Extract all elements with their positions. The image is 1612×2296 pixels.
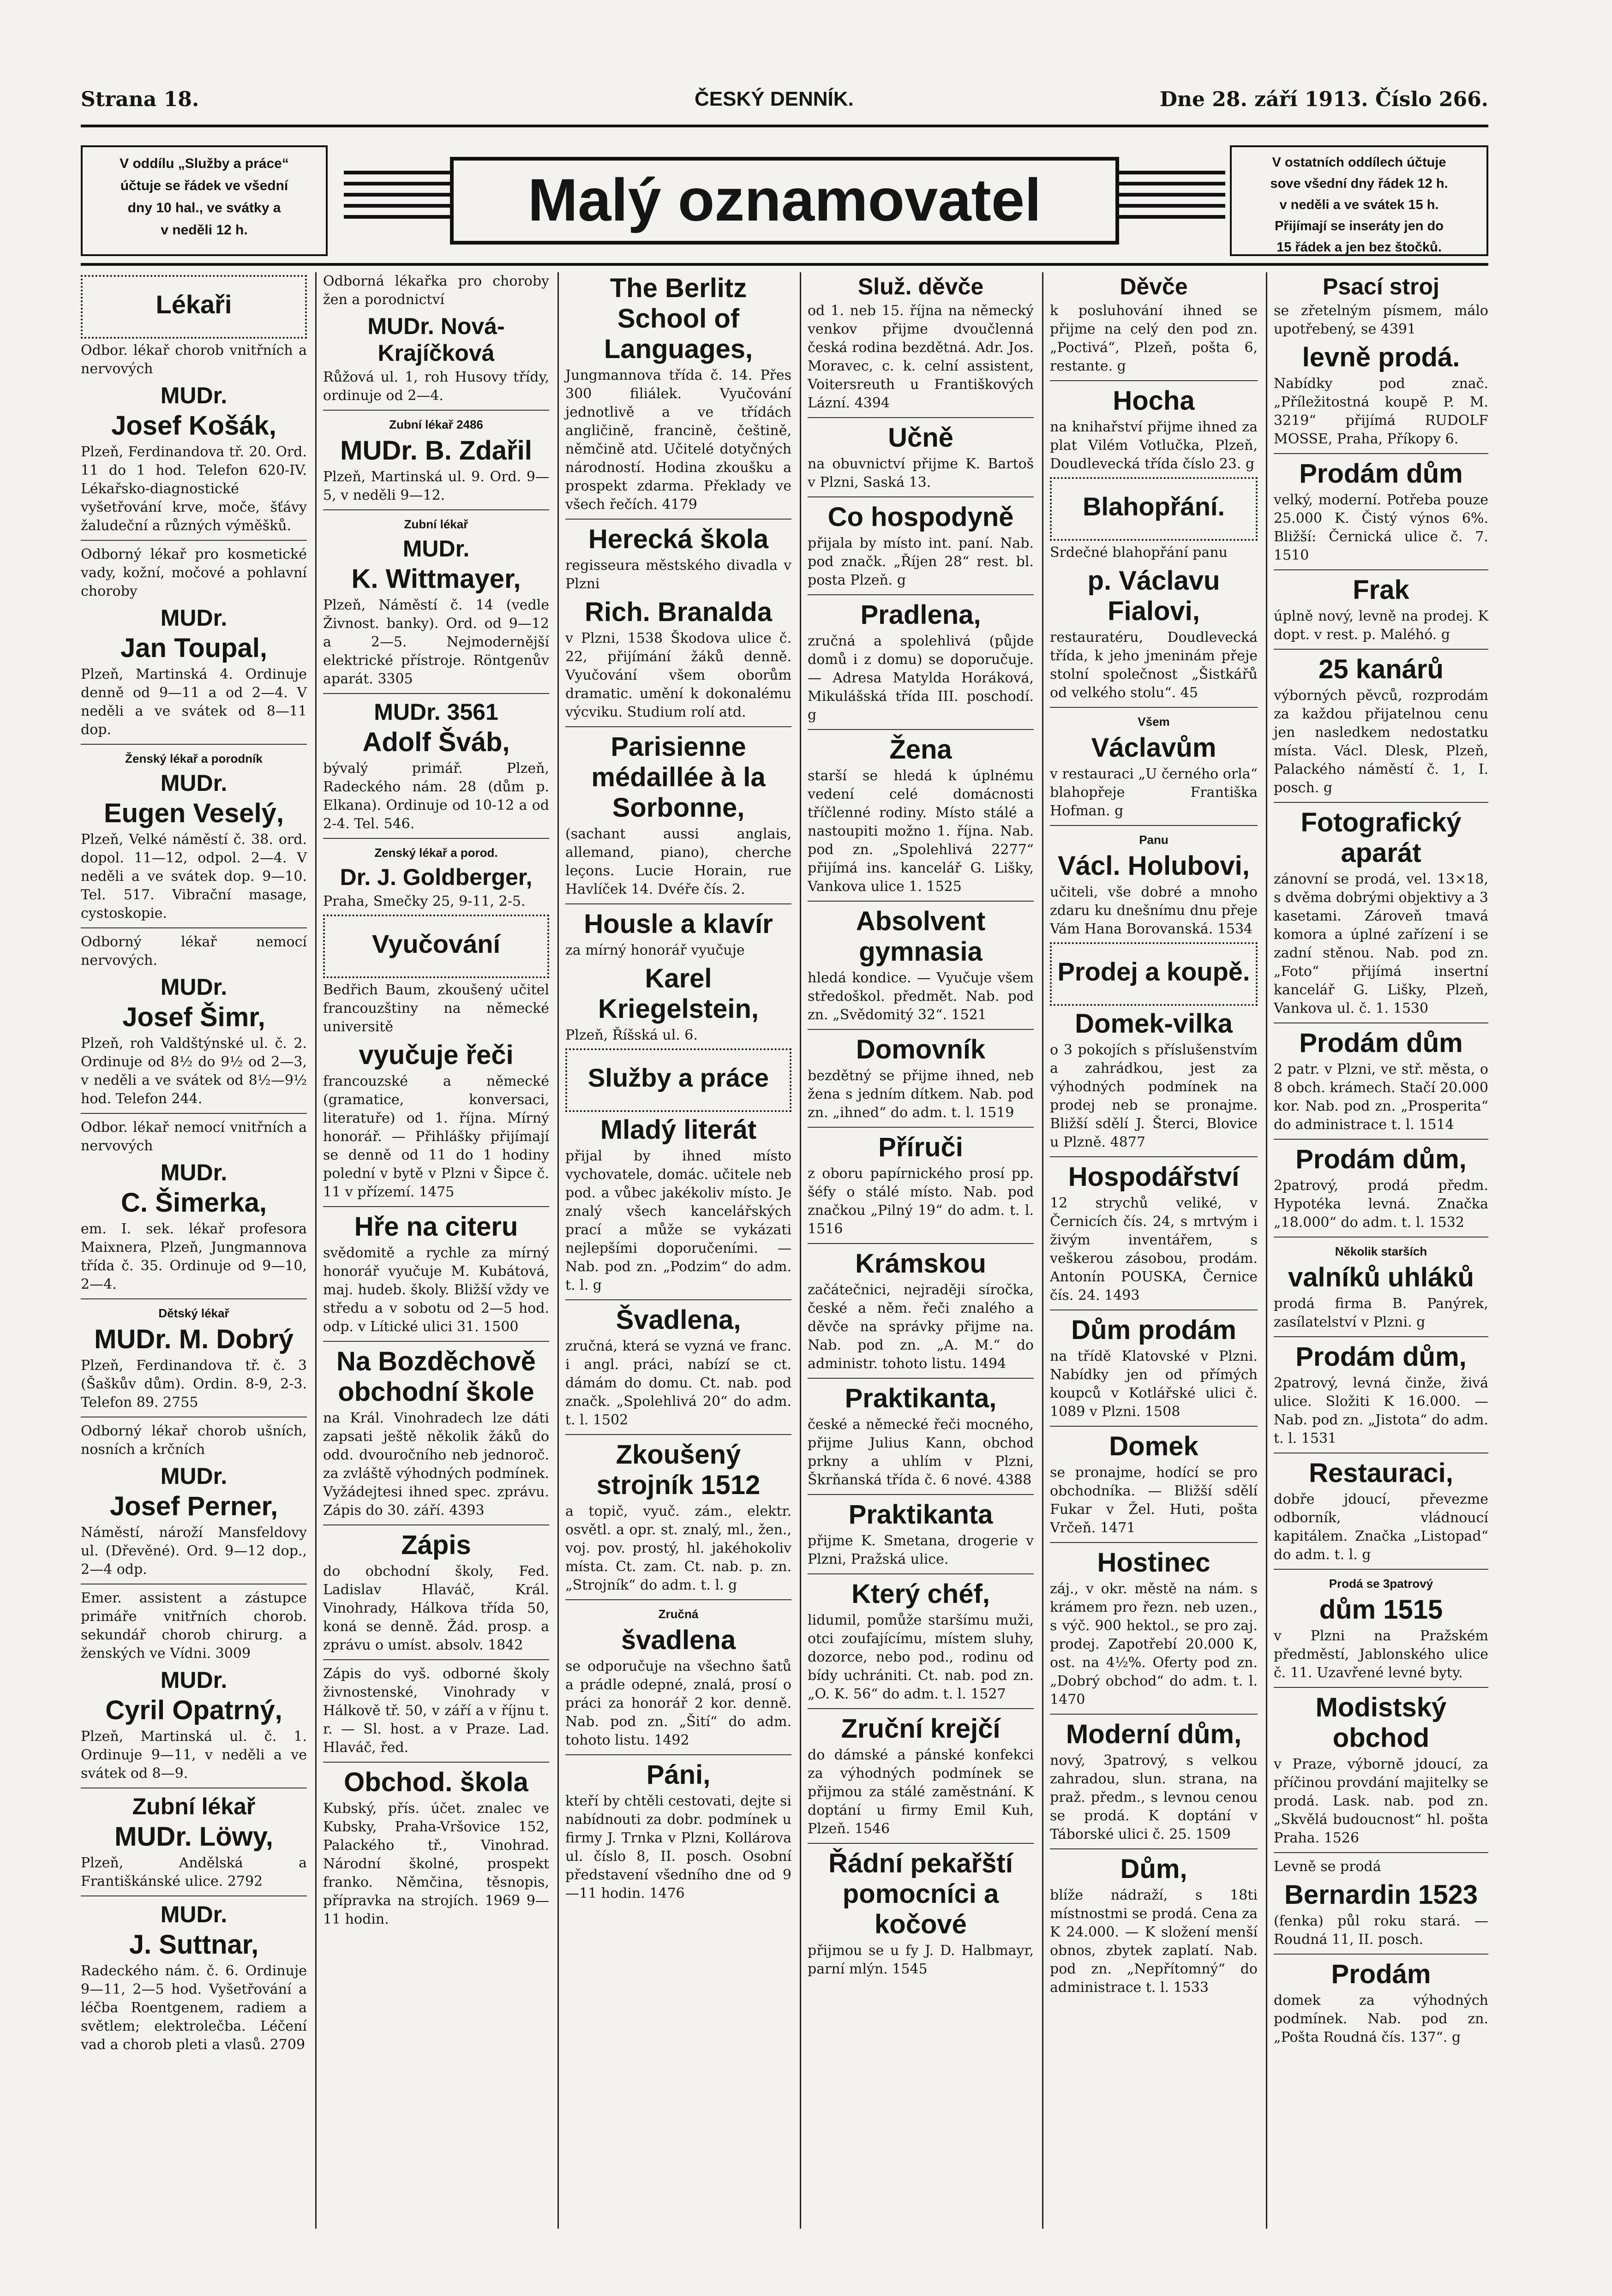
ad-headline: MUDr. bbox=[160, 1463, 228, 1489]
ad-text: přijal by ihned místo vychovatele, domác. učitele neb pod. a vůbec jakékoliv místo. Je znalý všech kancelářských prací a může se vykázati nejlepšími doporučeními. — Nab. pod zn. „Podzim“ do adm. t. l. g bbox=[565, 1148, 791, 1293]
column-divider bbox=[800, 272, 801, 2229]
banner-rule bbox=[81, 263, 1488, 266]
ad-separator bbox=[1274, 1687, 1488, 1688]
ad-text: prodá firma B. Panýrek, zasílatelství v Plzni. g bbox=[1274, 1296, 1488, 1330]
ad-text: přijme K. Smetana, drogerie v Plzni, Pražská ulice. bbox=[808, 1533, 1034, 1567]
ad-text: Levně se prodá bbox=[1274, 1859, 1381, 1875]
ad-headline: Václavům bbox=[1091, 733, 1216, 763]
ad-headline: Restauraci, bbox=[1309, 1458, 1453, 1488]
ad-separator bbox=[808, 417, 1034, 418]
ad-separator bbox=[1050, 1426, 1258, 1427]
ad-separator bbox=[1274, 1022, 1488, 1023]
ad-text: Radeckého nám. č. 6. Ordinuje 9—11, 2—5 hod. Vyšetřování a léčba Roentgenem, radiem a světlem; elektrolečba. Léčení vad a chorob pleti a vlasů. 2709 bbox=[81, 1963, 307, 2053]
ad-headline: Prodám dům, bbox=[1295, 1342, 1467, 1372]
ad-separator bbox=[808, 1843, 1034, 1844]
ad-text: začátečnici, nejraději síročka, české a něm. řeči znalého a děvče na správky přijme na. Nab. pod zn. „A. M.“ do administr. tohoto listu. 1494 bbox=[808, 1282, 1034, 1372]
ad-headline: K. Wittmayer, bbox=[351, 564, 521, 594]
ad-headline: Parisienne médaillée à la Sorbonne, bbox=[591, 732, 766, 823]
ad-separator bbox=[81, 1113, 307, 1114]
ad-text: (sachant aussi anglais, allemand, piano), cherche leçons. Lucie Horain, rue Havlíček 14. Dvéře čís. 2. bbox=[565, 826, 791, 897]
ad-headline: Dům, bbox=[1120, 1854, 1187, 1884]
ad-separator bbox=[1050, 1848, 1258, 1849]
ad-separator bbox=[1274, 1139, 1488, 1140]
ad-text: Plzeň, Martinská ul. 9. Ord. 9—5, v neděli 9—12. bbox=[323, 469, 549, 503]
banner-stripes-left bbox=[344, 171, 450, 231]
banner-right-line: sove všední dny řádek 12 h. bbox=[1270, 176, 1448, 191]
ad-separator bbox=[81, 927, 307, 928]
ad-separator bbox=[323, 1659, 549, 1660]
ad-text: učiteli, vše dobré a mnoho zdaru ku dnešnímu dnu přeje Vám Hana Borovanská. 1534 bbox=[1050, 884, 1258, 937]
ad-text: (fenka) půl roku stará. — Roudná 11, II. posch. bbox=[1274, 1913, 1488, 1948]
banner-right-note bbox=[1230, 145, 1488, 256]
ad-text: bezdětný se přijme ihned, neb žena s jedním dítkem. Nab. pod zn. „ihned“ do adm. t. l. 1519 bbox=[808, 1068, 1034, 1121]
ad-headline: Cyril Opatrný, bbox=[105, 1695, 282, 1725]
ad-text: Plzeň, roh Valdštýnské ul. č. 2. Ordinuje od 8½ do 9½ od 2—3, v neděli a ve svátek od 8½—9½ hod. Telefon 244. bbox=[81, 1035, 307, 1107]
ad-text: nový, 3patrový, s velkou zahradou, slun. strana, na praž. předm., s levnou cenou se prodá. K doptání v Táborské ulici č. 25. 1509 bbox=[1050, 1752, 1258, 1842]
ad-headline: MUDr. bbox=[160, 605, 228, 631]
ad-subheading: Zubní lékař 2486 bbox=[389, 418, 483, 431]
ad-headline: Hospodářství bbox=[1068, 1162, 1240, 1192]
ad-text: blíže nádraží, s 18ti místnostmi se prodá. Cena za K 24.000. — K složení menší obnos, zbytek zaplatí. Nab. pod zn. „Nepřítomný“ do administrace t. l. 1533 bbox=[1050, 1887, 1258, 1996]
ad-subheading: Prodá se 3patrový bbox=[1329, 1577, 1433, 1590]
ad-separator bbox=[565, 1754, 791, 1755]
ad-text: Odborný lékař chorob ušních, nosních a krčních bbox=[81, 1423, 307, 1458]
ad-headline: Rich. Branalda bbox=[584, 597, 773, 627]
ad-text: se zřetelným písmem, málo upotřebený, se 4391 bbox=[1274, 303, 1488, 337]
ad-headline: MUDr. bbox=[160, 974, 228, 1000]
ad-text: za mírný honorář vyučuje bbox=[565, 942, 745, 958]
ad-headline: valníků uhláků bbox=[1288, 1262, 1474, 1292]
ad-headline: Krámskou bbox=[855, 1249, 986, 1279]
ad-separator bbox=[323, 509, 549, 510]
ad-subheading: Dětský lékař bbox=[158, 1306, 229, 1320]
ad-text: velký, moderní. Potřeba pouze 25.000 K. Čistý výnos 6%. Bližší: Černická ulice č. 7. 1510 bbox=[1274, 492, 1488, 563]
ad-headline: MUDr. M. Dobrý bbox=[94, 1324, 294, 1354]
ad-headline: Karel Kriegelstein, bbox=[598, 963, 759, 1024]
section-heading-box: Služby a práce bbox=[565, 1048, 791, 1112]
column-3 bbox=[565, 272, 791, 2229]
column-divider bbox=[1042, 272, 1043, 2229]
ad-headline: C. Šimerka, bbox=[121, 1188, 267, 1218]
ad-separator bbox=[1050, 1156, 1258, 1157]
ad-separator bbox=[81, 1298, 307, 1299]
ad-text: Plzeň, Martinská 4. Ordinuje denně od 9—11 a od 2—4. V neděli a ve svátek od 8—11 dop. bbox=[81, 666, 307, 738]
ad-subheading: Zubní lékař bbox=[404, 517, 468, 531]
ad-text: Odborný lékař nemocí nervových. bbox=[81, 934, 307, 969]
ad-subheading: Všem bbox=[1138, 715, 1170, 729]
ad-headline: MUDr. Löwy, bbox=[114, 1822, 273, 1852]
ad-text: Plzeň, Ferdinandova tř. č. 3 (Šaškův dům). Ordin. 8-9, 2-3. Telefon 89. 2755 bbox=[81, 1357, 307, 1411]
ad-separator bbox=[1274, 802, 1488, 803]
column-divider bbox=[315, 272, 317, 2229]
column-divider bbox=[1266, 272, 1267, 2229]
ad-separator bbox=[323, 693, 549, 694]
column-5 bbox=[1050, 272, 1258, 2229]
ad-text: k posluhování ihned se přijme na celý den pod zn. „Poctivá“, Plzeň, pošta 6, restante. g bbox=[1050, 303, 1258, 374]
ad-separator bbox=[1050, 1714, 1258, 1715]
ad-separator bbox=[808, 1127, 1034, 1128]
ad-text: v Plzni na Pražském předměstí, Jablonského ulice č. 11. Uzavřené levné byty. bbox=[1274, 1628, 1488, 1681]
ad-headline: MUDr. bbox=[160, 1160, 228, 1185]
ad-separator bbox=[808, 1029, 1034, 1030]
column-6 bbox=[1274, 272, 1488, 2229]
ad-text: Odborný lékař pro kosmetické vady, kožní, močové a pohlavní choroby bbox=[81, 546, 307, 599]
ad-headline: Jan Toupal, bbox=[120, 633, 267, 663]
ad-separator bbox=[1274, 1852, 1488, 1853]
ad-headline: Zubní lékař bbox=[132, 1794, 256, 1819]
ad-headline: Co hospodyně bbox=[827, 502, 1014, 532]
ad-text: v Praze, výborně jdoucí, za příčinou provdání majitelky se prodá. Lask. nab. pod zn. „Skvělá budoucnost“ hl. pošta Praha. 1526 bbox=[1274, 1756, 1488, 1846]
ad-headline: Páni, bbox=[646, 1760, 711, 1790]
page-header bbox=[81, 88, 1488, 120]
ad-text: do obchodní školy, Fed. Ladislav Hlaváč, Král. Vinohrady, Hálkova třída 50, koná se denně. Žád. prosp. a zprávu o umíst. absolv. 1842 bbox=[323, 1563, 549, 1653]
ad-text: se odporučuje na všechno šatů a prádle odepné, znalá, prosí o práci za honorář 2 kor. denně. Nab. pod zn. „Šití“ do adm. tohoto listu. 1492 bbox=[565, 1658, 791, 1748]
ad-headline: Josef Šimr, bbox=[122, 1002, 265, 1032]
ad-subheading: Zručná bbox=[658, 1607, 699, 1621]
ad-text: regisseura městského divadla v Plzni bbox=[565, 557, 791, 592]
ad-separator bbox=[1274, 1569, 1488, 1570]
ad-headline: Řádní pekařští pomocníci a kočové bbox=[828, 1848, 1013, 1939]
ad-headline: Příruči bbox=[878, 1132, 963, 1162]
ad-text: na obuvnictví přijme K. Bartoš v Plzni, Saská 13. bbox=[808, 456, 1034, 490]
ad-separator bbox=[1274, 1237, 1488, 1238]
ad-text: Plzeň, Náměstí č. 14 (vedle Živnost. banky). Ord. od 9—12 a 2—5. Nejmodernější elektrické přístroje. Röntgenův aparát. 3305 bbox=[323, 597, 549, 687]
ad-separator bbox=[1050, 1542, 1258, 1543]
ad-separator bbox=[808, 1573, 1034, 1574]
ad-text: Plzeň, Ferdinandova tř. 20. Ord. 11 do 1 hod. Telefon 620-IV. Lékařsko-diagnostické vyšetřování krve, moče, šťávy žaludeční a různých výměšků. bbox=[81, 444, 307, 534]
ad-separator bbox=[808, 594, 1034, 595]
ad-separator bbox=[565, 519, 791, 520]
ad-subheading: Ženský lékař a porodník bbox=[125, 752, 263, 765]
banner-stripes-right bbox=[1119, 171, 1225, 231]
ad-headline: MUDr. bbox=[160, 1667, 228, 1693]
ad-headline: Zruční krejčí bbox=[841, 1714, 1001, 1744]
ad-headline: MUDr. B. Zdařil bbox=[340, 436, 532, 466]
ad-headline: Václ. Holubovi, bbox=[1058, 851, 1250, 881]
ad-text: Bedřich Baum, zkoušený učitel francouzštiny na německé universitě bbox=[323, 982, 549, 1035]
ad-text: domek za výhodných podmínek. Nab. pod zn. „Pošta Roudná čís. 137“. g bbox=[1274, 1992, 1488, 2045]
ad-text: výborných pěvců, rozprodám za každou přijatelnou cenu jen nasledkem nedostatku místa. Václ. Dlesk, Plzeň, Palackého náměstí č. 1, I. posch. g bbox=[1274, 688, 1488, 796]
ad-text: na Král. Vinohradech lze dáti zapsati ještě několik žáků do odd. dvouročního neb jednoroč. za zvláště výhodných podmínek. Vyžádejtesi ihned spec. zprávu. Zápis do 30. září. 4393 bbox=[323, 1410, 549, 1519]
banner-left-line: dny 10 hal., ve svátky a bbox=[127, 200, 281, 215]
ad-text: francouzské a německé (gramatice, konversaci, literatuře) od 1. října. Mírný honorář. — Přihlášky přijímají se denně od 11 do 1 hodiny polední v bytě v Plzni v Šipce č. 11 v přízemí. 1475 bbox=[323, 1073, 549, 1200]
ad-text: Náměstí, nároží Mansfeldovy ul. (Dřevěné). Ord. 9—12 dop., 2—4 odp. bbox=[81, 1525, 307, 1578]
ad-headline: Dům prodám bbox=[1071, 1315, 1236, 1345]
section-heading-box: Blahopřání. bbox=[1050, 477, 1258, 541]
ad-headline: Prodám dům bbox=[1299, 1028, 1463, 1058]
ad-headline: MUDr. bbox=[402, 536, 470, 562]
banner-right-line: 15 řádek a jen bez štočků. bbox=[1276, 240, 1442, 255]
ad-separator bbox=[808, 496, 1034, 497]
ad-text: Plzeň, Velké náměstí č. 38. ord. dopol. 11—12, odpol. 2—4. V neděli a ve svátek dop. 9—10. Tel. 517. Vibrační masage, cystoskopie. bbox=[81, 831, 307, 921]
ad-text: na třídě Klatovské v Plzni. Nabídky jen od přímých koupců v Kotlářské ulici č. 1089 v Plzni. 1508 bbox=[1050, 1348, 1258, 1420]
ad-text: úplně nový, levně na prodej. K dopt. v rest. p. Maléhó. g bbox=[1274, 608, 1488, 643]
ad-separator bbox=[1274, 1954, 1488, 1955]
ad-headline: MUDr. bbox=[160, 1901, 228, 1927]
ad-headline: Děvče bbox=[1120, 274, 1188, 299]
ad-headline: MUDr. bbox=[160, 770, 228, 796]
ad-headline: Domovník bbox=[856, 1034, 986, 1064]
ad-text: Nabídky pod znač. „Příležitostná koupě P. M. 3219“ přijímá RUDOLF MOSSE, Praha, Příkopy 6. bbox=[1274, 376, 1488, 447]
banner-left-line: V oddílu „Služby a práce“ bbox=[120, 156, 289, 171]
ad-subheading: Zenský lékař a porod. bbox=[374, 846, 498, 860]
ad-text: v restauraci „U černého orla“ blahopřeje Františka Hofman. g bbox=[1050, 766, 1258, 819]
column-2 bbox=[323, 272, 549, 2229]
ad-text: 12 strychů veliké, v Černicích čís. 24, s mrtvým i živým inventářem, s veškerou zásobou, prodám. Antonín POUSKA, Černice čís. 24. 1493 bbox=[1050, 1195, 1258, 1303]
ad-text: do dámské a pánské konfekci za výhodných podmínek se přijmou za stálé zaměstnání. K doptání u firmy Emil Kuh, Plzeň. 1546 bbox=[808, 1747, 1034, 1837]
ad-text: bývalý primář. Plzeň, Radeckého nám. 28 (dům p. Elkana). Ordinuje od 10-12 a od 2-4. Tel. 546. bbox=[323, 760, 549, 832]
ad-text: od 1. neb 15. října na německý venkov přijme dvoučlenná česká rodina bezdětná. Adr. Jos. Moravec, c. k. celní assistent, Voitersreuth u Františkových Lázní. 4394 bbox=[808, 303, 1034, 411]
ad-text: lidumil, pomůže staršímu muži, otci zoufajícímu, místem sluhy, dozorce, nebo pod., rodinu od bídy uchrániti. Ct. nab. pod zn. „O. K. 56“ do adm. t. l. 1527 bbox=[808, 1612, 1034, 1702]
ad-headline: Mladý literát bbox=[600, 1115, 757, 1145]
ad-separator bbox=[565, 1599, 791, 1600]
ad-headline: Herecká škola bbox=[588, 524, 769, 554]
ad-separator bbox=[565, 726, 791, 727]
ad-text: Zápis do vyš. odborné školy živnostenské, Vinohrady v Hálkově tř. 50, v září a v říjnu t. r. — Sl. host. a v Praze. Lad. Hlaváč, řed. bbox=[323, 1666, 549, 1756]
banner-right-line: V ostatních oddílech účtuje bbox=[1272, 155, 1446, 170]
ad-headline: Praktikanta, bbox=[845, 1383, 997, 1413]
ad-headline: Frak bbox=[1353, 575, 1409, 605]
ad-headline: MUDr. Nová-Krajíčková bbox=[367, 313, 505, 366]
ad-separator bbox=[808, 1494, 1034, 1495]
ad-headline: Absolvent gymnasia bbox=[856, 906, 986, 967]
ad-separator bbox=[1274, 453, 1488, 454]
ad-text: Srdečné blahopřání panu bbox=[1050, 544, 1228, 561]
ad-headline: Dr. J. Goldberger, bbox=[340, 864, 533, 890]
ad-text: 2patrový, levná činže, živá ulice. Složiti K 16.000. — Nab. pod zn. „Jistota“ do adm. t. l. 1531 bbox=[1274, 1375, 1488, 1447]
ad-text: Odborná lékařka pro choroby žen a porodnictví bbox=[323, 273, 549, 308]
ad-headline: Bernardin 1523 bbox=[1284, 1880, 1478, 1910]
header-rule bbox=[81, 125, 1488, 127]
banner-left-line: účtuje se řádek ve všední bbox=[120, 178, 288, 193]
ad-text: starší se hledá k úplnému vedení celé domácnosti tříčlenné rodiny. Místo stálé a nastoupiti možno 1. října. Nab. pod zn. „Spolehlivá 2277“ přijímá ins. kancelář G. Lišky, Vankova ulice 1. 1525 bbox=[808, 768, 1034, 895]
ad-text: 2 patr. v Plzni, ve stř. města, o 8 obch. krámech. Stačí 20.000 kor. Nab. pod zn. „Prosperita“ do administrace t. l. 1514 bbox=[1274, 1061, 1488, 1133]
ad-headline: Prodám bbox=[1331, 1959, 1431, 1989]
ad-headline: 25 kanárů bbox=[1318, 654, 1444, 684]
ad-separator bbox=[1274, 649, 1488, 650]
ad-headline: Fotografický aparát bbox=[1300, 807, 1462, 868]
ad-text: svědomitě a rychle za mírný honorář vyučuje M. Kubátová, maj. hudeb. školy. Bližší vždy ve středu a v sobotu od 2—5 hod. odp. v Lítické ulici 31. 1500 bbox=[323, 1245, 549, 1335]
ad-separator bbox=[1050, 825, 1258, 826]
ad-text: dobře jdoucí, převezme odborník, vládnoucí kapitálem. Značka „Listopad“ do adm. t. l. g bbox=[1274, 1491, 1488, 1563]
ad-separator bbox=[323, 1762, 549, 1763]
ad-text: na knihařství přijme ihned za plat Vilém Votlučka, Plzeň, Doudlevecká třída číslo 23. g bbox=[1050, 419, 1258, 472]
ad-separator bbox=[81, 540, 307, 541]
ad-separator bbox=[1050, 707, 1258, 708]
ad-text: Odbor. lékař chorob vnitřních a nervových bbox=[81, 342, 307, 377]
ad-text: Plzeň, Martinská ul. č. 1. Ordinuje 9—11, v neděli a ve svátek od 8—9. bbox=[81, 1728, 307, 1782]
ad-text: se pronajme, hodící se pro obchodníka. — Bližší sdělí Fukar v Žel. Huti, pošta Vrčeň. 1471 bbox=[1050, 1465, 1258, 1536]
ad-headline: Pradlena, bbox=[860, 600, 981, 630]
ad-separator bbox=[323, 1341, 549, 1342]
ad-separator bbox=[808, 1243, 1034, 1244]
ad-text: zánovní se prodá, vel. 13×18, s dvěma dobrými objektivy a 3 kasetami. Zároveň tmavá komora a úplné zařízení i se zadní stěnou. Nab. pod zn. „Foto“ přijímá insertní kancelář G. Lišky, Plzeň, Vankova ul. č. 1. 1530 bbox=[1274, 871, 1488, 1016]
ad-headline: J. Suttnar, bbox=[129, 1930, 259, 1960]
ad-headline: Obchod. škola bbox=[344, 1767, 528, 1797]
ad-text: Plzeň, Říšská ul. 6. bbox=[565, 1027, 698, 1043]
ad-headline: Hostinec bbox=[1097, 1548, 1210, 1578]
column-4 bbox=[808, 272, 1034, 2229]
ad-subheading: Panu bbox=[1139, 833, 1169, 847]
ad-separator bbox=[1274, 1336, 1488, 1337]
ad-headline: Praktikanta bbox=[848, 1500, 993, 1530]
ad-separator bbox=[1050, 380, 1258, 381]
ad-text: zručná a spolehlivá (půjde domů i z domu) se doporučuje. — Adresa Matylda Horáková, Mikulášská třída III. poschodí. g bbox=[808, 633, 1034, 723]
ad-text: přijmou se u fy J. D. Halbmayr, parní mlýn. 1545 bbox=[808, 1943, 1034, 1977]
ad-text: Odbor. lékař nemocí vnitřních a nervových bbox=[81, 1119, 307, 1154]
ad-headline: Adolf Šváb, bbox=[362, 727, 510, 757]
ad-headline: MUDr. 3561 bbox=[374, 699, 498, 725]
ad-headline: Modistský obchod bbox=[1315, 1692, 1447, 1753]
ad-headline: p. Václavu Fialovi, bbox=[1087, 566, 1220, 626]
ad-headline: Psací stroj bbox=[1323, 274, 1439, 299]
ad-headline: levně prodá. bbox=[1302, 342, 1460, 372]
ad-headline: Hocha bbox=[1113, 386, 1195, 416]
ad-text: Praha, Smečky 25, 9-11, 2-5. bbox=[323, 893, 526, 909]
ad-headline: Domek-vilka bbox=[1075, 1009, 1233, 1039]
ad-separator bbox=[808, 1378, 1034, 1379]
ad-separator bbox=[323, 1206, 549, 1207]
banner-left-line: v neděli 12 h. bbox=[161, 222, 248, 238]
ad-separator bbox=[565, 903, 791, 904]
ad-headline: Eugen Veselý, bbox=[103, 798, 284, 828]
ad-text: o 3 pokojích s příslušenstvím a zahrádkou, jest za výhodných podmínek na prodej neb se pronajme. Bližší sdělí J. Šterci, Blovice u Plzně. 4877 bbox=[1050, 1042, 1258, 1150]
issue-date: Dne 28. září 1913. Číslo 266. bbox=[1159, 88, 1488, 111]
ad-separator bbox=[81, 1895, 307, 1896]
ad-headline: The Berlitz School of Languages, bbox=[604, 273, 753, 364]
ad-subheading: Několik starších bbox=[1335, 1244, 1427, 1258]
column-1 bbox=[81, 272, 307, 2229]
ad-headline: Zkoušený strojník 1512 bbox=[596, 1440, 761, 1500]
ad-headline: Hře na citeru bbox=[354, 1212, 518, 1242]
ad-text: Plzeň, Andělská a Františkánské ulice. 2792 bbox=[81, 1855, 307, 1889]
banner-right-line: Přijímají se inseráty jen do bbox=[1275, 219, 1444, 233]
masthead: ČESKÝ DENNÍK. bbox=[695, 88, 854, 110]
section-heading-box: Prodej a koupě. bbox=[1050, 942, 1258, 1006]
ad-separator bbox=[565, 1434, 791, 1435]
ad-headline: Domek bbox=[1109, 1431, 1199, 1461]
page-number: Strana 18. bbox=[81, 88, 199, 111]
ad-text: restauratéru, Doudlevecká třída, k jeho jmeninám přeje stolní společnost „Šistkářů od velkého stolu“. 45 bbox=[1050, 629, 1258, 701]
ad-headline: Služ. děvče bbox=[857, 274, 984, 299]
ad-text: v Plzni, 1538 Škodova ulice č. 22, přijímání žáků denně. Vyučování všem oborům dramatic. umění k dokonalému výcviku. Studium rolí atd. bbox=[565, 630, 791, 720]
ad-headline: Housle a klavír bbox=[584, 909, 773, 939]
ad-text: hledá kondice. — Vyučuje všem středoškol. předmět. Nab. pod zn. „Svědomitý 32“. 1521 bbox=[808, 970, 1034, 1023]
ad-text: Jungmannova třída č. 14. Přes 300 filiálek. Vyučování jednotlivě a ve třídách angličině, francině, češtině, němčině atd. Učitelé dotyčných národností. Hodina zkoušku a prospekt zdarma. Překlady ve všech řečích. 4179 bbox=[565, 367, 791, 513]
ad-headline: Moderní dům, bbox=[1066, 1719, 1242, 1749]
ad-headline: Prodám dům bbox=[1299, 459, 1463, 489]
ad-headline: MUDr. bbox=[160, 383, 228, 408]
ad-text: zručná, která se vyzná ve franc. i angl. práci, nabízí se ct. dámám do domu. Ct. nab. pod značk. „Spolehlivá 20“ do adm. t. l. 1502 bbox=[565, 1338, 791, 1428]
ad-text: přijala by místo int. paní. Nab. pod značk. „Říjen 28“ rest. bl. posta Plzeň. g bbox=[808, 535, 1034, 588]
ad-separator bbox=[1274, 569, 1488, 570]
banner-right-line: v neděli a ve svátek 15 h. bbox=[1279, 197, 1439, 212]
ad-text: em. I. sek. lékař profesora Maixnera, Plzeň, Jungmannova třída č. 35. Ordinuje od 9—10, 2—4. bbox=[81, 1221, 307, 1292]
ad-text: 2patrový, prodá předm. Hypotéka levná. Značka „18.000“ do adm. t. l. 1532 bbox=[1274, 1178, 1488, 1231]
column-divider bbox=[557, 272, 559, 2229]
ad-headline: švadlena bbox=[621, 1625, 736, 1655]
ad-headline: vyučuje řeči bbox=[359, 1040, 514, 1070]
ad-text: české a německé řeči mocného, přijme Julius Kann, obchod prkny a uhlím v Plzni, Škrňanská třída č. 6 nové. 4388 bbox=[808, 1417, 1034, 1488]
ad-text: kteří by chtěli cestovati, dejte si nabídnouti za dobr. podmínek u firmy J. Trnka v Plzni, Kollárova ul. číslo 8, II. posch. Osobní představení všedního dne od 9—11 hodin. 1476 bbox=[565, 1793, 791, 1901]
ad-text: Kubský, přís. účet. znalec ve Kubsky, Praha-Vršovice 152, Palackého tř., Vinohrad. Národní školné, prospekt franko. Němčina, těsnopis, přípravka na strojích. 1969 9—11 hodin. bbox=[323, 1800, 549, 1927]
ad-separator bbox=[808, 901, 1034, 902]
ad-text: záj., v okr. městě na nám. s krámem pro řezn. neb uzen., s výč. 900 hektol., se pro zaj. prodej. Zapotřebí 20.000 K, ost. na 4½%. Oferty pod zn. „Dobrý obchod“ do adm. t. l. 1470 bbox=[1050, 1581, 1258, 1708]
ad-headline: Švadlena, bbox=[616, 1305, 741, 1335]
ad-separator bbox=[808, 729, 1034, 730]
ad-headline: Který chéf, bbox=[851, 1579, 990, 1609]
ad-text: Emer. assistent a zástupce primáře vnitřních chorob. sekundář chorob chirurg. a ženských ve Vídni. 3009 bbox=[81, 1590, 307, 1662]
ad-separator bbox=[565, 1299, 791, 1300]
ad-separator bbox=[808, 1708, 1034, 1709]
section-heading-box: Vyučování bbox=[323, 915, 549, 978]
ad-headline: Na Bozděchově obchodní škole bbox=[336, 1346, 536, 1407]
ad-headline: Učně bbox=[888, 423, 953, 453]
ad-separator bbox=[81, 744, 307, 745]
section-title: Malý oznamovatel bbox=[450, 157, 1119, 245]
ad-separator bbox=[323, 410, 549, 411]
newspaper-page bbox=[81, 78, 1488, 2238]
ad-headline: Zápis bbox=[401, 1530, 471, 1560]
classified-banner bbox=[81, 145, 1488, 258]
ad-text: Růžová ul. 1, roh Husovy třídy, ordinuje od 2—4. bbox=[323, 369, 549, 404]
ad-headline: Prodám dům, bbox=[1295, 1144, 1467, 1174]
ad-text: z oboru papírnického prosí pp. šéfy o stálé místo. Nab. pod značkou „Pilný 19“ do adm. t. l. 1516 bbox=[808, 1166, 1034, 1237]
ad-separator bbox=[323, 838, 549, 839]
banner-left-note bbox=[81, 145, 328, 256]
section-heading-box: Lékaři bbox=[81, 275, 307, 339]
ad-separator bbox=[1050, 1309, 1258, 1310]
ad-text: a topič, vyuč. zám., elektr. osvětl. a opr. st. znalý, ml., žen., voj. pov. prostý, hl. jakéhokoliv místa. Ct. zam. Ct. nab. p. zn. „Strojník“ do adm. t. l. g bbox=[565, 1503, 791, 1593]
ad-headline: dům 1515 bbox=[1319, 1595, 1443, 1625]
ad-headline: Josef Košák, bbox=[111, 411, 276, 441]
ad-headline: Žena bbox=[889, 735, 952, 765]
ad-headline: Josef Perner, bbox=[109, 1491, 278, 1521]
